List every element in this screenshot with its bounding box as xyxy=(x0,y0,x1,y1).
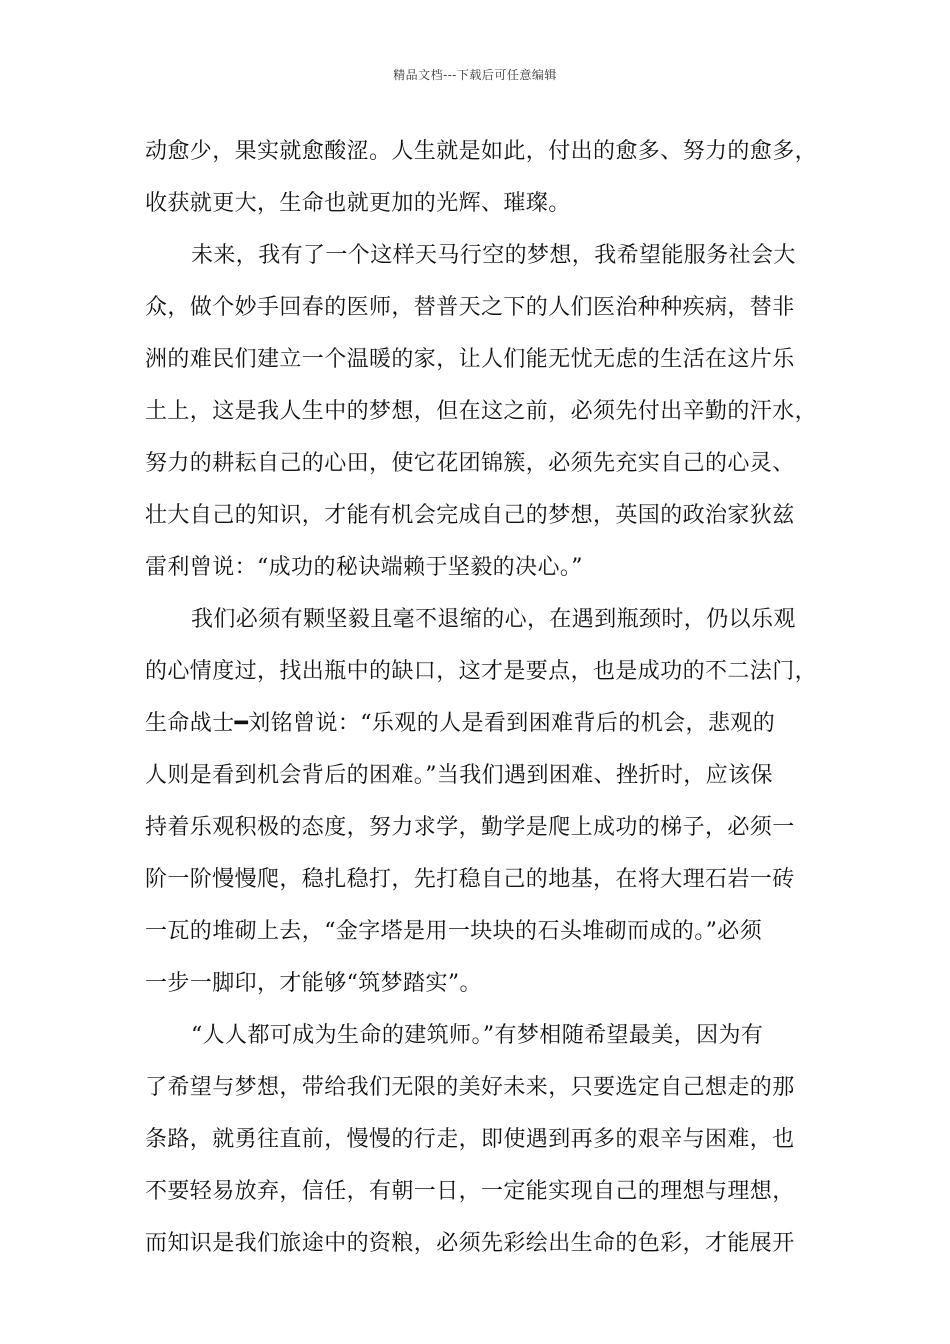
paragraph xyxy=(145,1010,809,1270)
text-line: 未来，我有了一个这样天马行空的梦想，我希望能服务社会大 xyxy=(191,243,796,268)
text-line: 生命战士━刘铭曾说：“乐观的人是看到困难背后的机会，悲观的 xyxy=(145,711,776,736)
text-line: 一步一脚印，才能够“筑梦踏实”。 xyxy=(145,971,482,996)
text-line: 土上，这是我人生中的梦想，但在这之前，必须先付出辛勤的汗水， xyxy=(145,399,818,424)
text-line: 条路，就勇往直前，慢慢的行走，即使遇到再多的艰辛与困难，也 xyxy=(145,1127,795,1152)
text-line: 雷利曾说：“成功的秘诀端赖于坚毅的决心。” xyxy=(145,555,583,580)
page-header: 精品文档---下载后可任意编辑 xyxy=(393,68,557,82)
text-line: 阶一阶慢慢爬，稳扎稳打，先打稳自己的地基，在将大理石岩一砖 xyxy=(145,867,795,892)
paragraph xyxy=(145,230,818,594)
text-line: 了希望与梦想，带给我们无限的美好未来，只要选定自己想走的那 xyxy=(145,1075,795,1100)
text-line: 壮大自己的知识，才能有机会完成自己的梦想，英国的政治家狄兹 xyxy=(145,503,795,528)
text-line: 不要轻易放弃，信任，有朝一日，一定能实现自己的理想与理想， xyxy=(145,1179,795,1204)
body-text xyxy=(145,126,818,1270)
text-line: 人则是看到机会背后的困难。”当我们遇到困难、挫折时，应该保 xyxy=(145,763,773,788)
text-line: 我们必须有颗坚毅且毫不退缩的心，在遇到瓶颈时，仍以乐观 xyxy=(191,607,796,632)
text-line: “人人都可成为生命的建筑师。”有梦相随希望最美，因为有 xyxy=(191,1023,764,1048)
paragraph xyxy=(145,126,818,230)
text-line: 动愈少，果实就愈酸涩。人生就是如此，付出的愈多、努力的愈多， xyxy=(145,139,818,164)
text-line: 的心情度过，找出瓶中的缺口，这才是要点，也是成功的不二法门， xyxy=(145,659,818,684)
text-line: 洲的难民们建立一个温暖的家，让人们能无忧无虑的生活在这片乐 xyxy=(145,347,795,372)
text-line: 一瓦的堆砌上去，“金字塔是用一块块的石头堆砌而成的。”必须 xyxy=(145,919,763,944)
text-line: 努力的耕耘自己的心田，使它花团锦簇，必须先充实自己的心灵、 xyxy=(145,451,795,476)
text-line: 而知识是我们旅途中的资粮，必须先彩绘出生命的色彩，才能展开 xyxy=(145,1231,795,1256)
text-line: 众，做个妙手回春的医师，替普天之下的人们医治种种疾病，替非 xyxy=(145,295,795,320)
text-line: 收获就更大，生命也就更加的光辉、璀璨。 xyxy=(145,191,571,216)
text-line: 持着乐观积极的态度，努力求学，勤学是爬上成功的梯子，必须一 xyxy=(145,815,795,840)
paragraph xyxy=(145,594,818,1010)
